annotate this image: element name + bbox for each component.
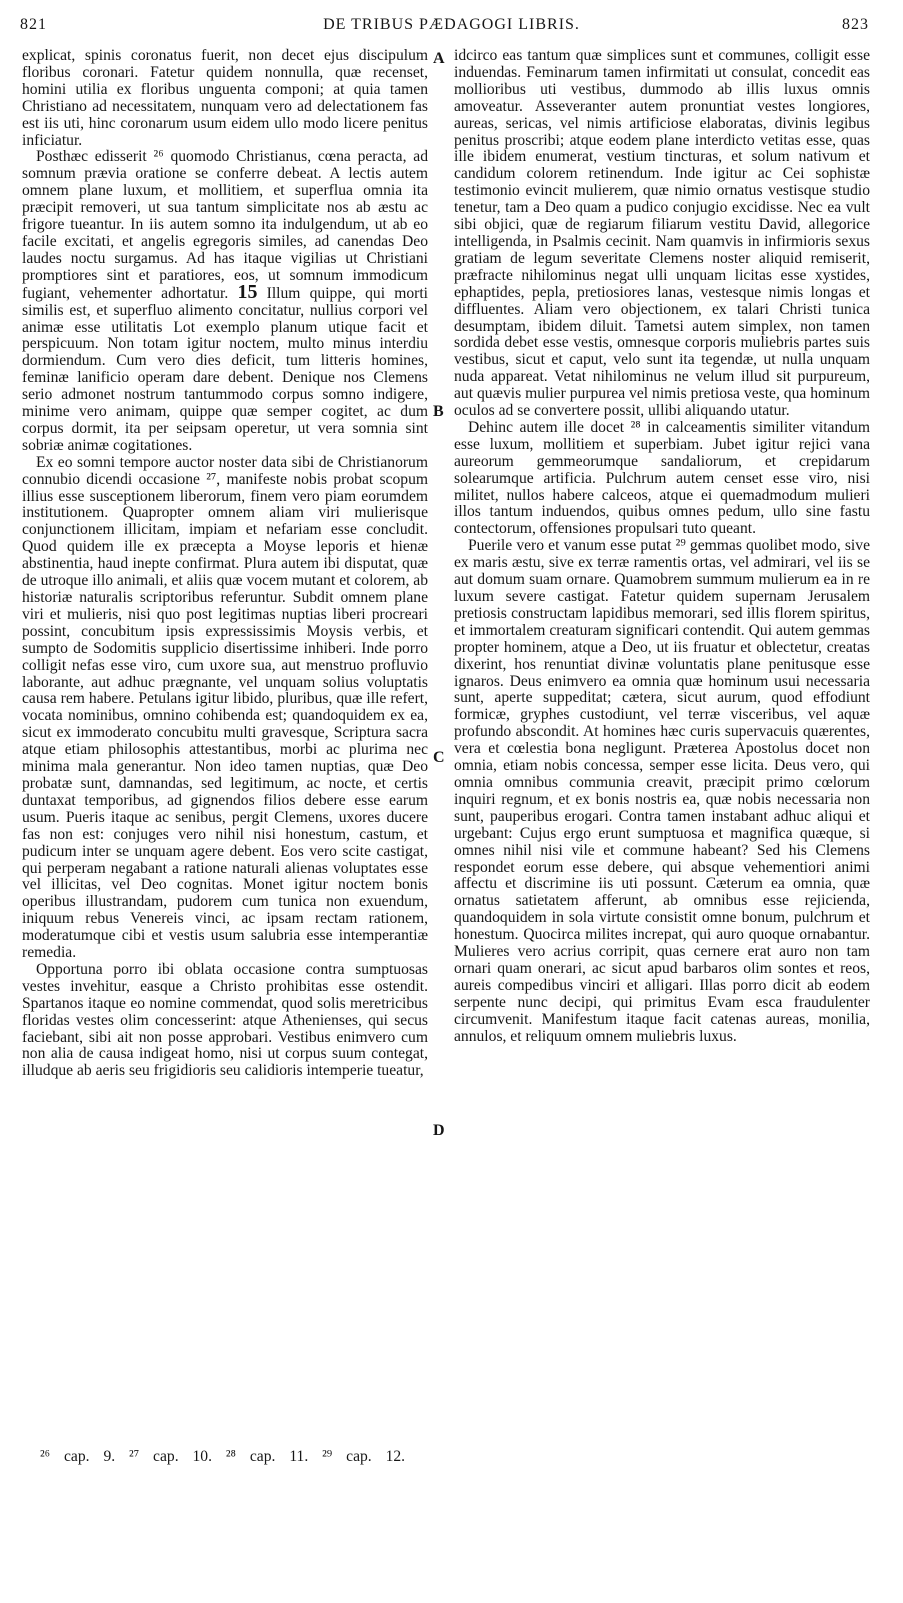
margin-letter-d: D <box>433 1122 445 1139</box>
section-number: 15 <box>237 280 258 303</box>
footnotes: ²⁶ cap. 9. ²⁷ cap. 10. ²⁸ cap. 11. ²⁹ cap. 12. <box>40 1448 406 1465</box>
margin-letter-c: C <box>433 749 445 766</box>
right-paragraph-3: Puerile vero et vanum esse putat ²⁹ gemmas quolibet modo, sive ex maris æstu, sive ex terræ ramentis ortas, vel admirari, vel iis se aut domum suam ornare. Quamobrem summum mulierum ea in re luxum severe castigat. Fatetur quidem supernam Jerusalem pretiosis constructam lapidibus memorari, sed illis florem spiritus, et immortalem creaturam significari contendit. Qui autem gemmas propter hominem, atque a Deo, ut iis fruatur et oblectetur, creatas dixerint, hos renuntiat divinæ voluntatis plane penitusque esse ignaros. Deus enimvero ea omnia quæ hominum usui necessaria sunt, aperte suppeditat; cætera, sicut aurum, quod effodiunt formicæ, gryphes custodiunt, vel terræ visceribus, vel aquæ profundo abscondit. At homines hæc curis supervacuis quærentes, vera et cœlestia bona negligunt. Præterea Apostolus docet non omnia, etiam nobis concessa, semper esse licita. Deus vero, qui omnia omnibus communia creavit, præcipit primo cœlorum inquiri regnum, et ex bonis nostris ea, quæ nobis necessaria non sunt, pauperibus erogari. Contra tamen instabant adhuc aliqui et urgebant: Cujus ergo erunt sumptuosa et magnifica quæque, si omnes nihil nisi vile et commune habeant? Sed his Clemens respondet eorum esse debere, qui absque vehementiori animi affectu et discrimine iis uti possunt. Cæterum ea omnia, quæ ornatus satietatem afferunt, ab omnibus esse rejicienda, quandoquidem in sola virtute consistit omne bonum, pulchrum et honestum. Quocirca milites increpat, qui auro quoque ornabantur. Mulieres vero acrius corripit, quas cernere erat auro non tam ornari quam onerari, ac sicut apud barbaros olim sontes et reos, aureis compedibus vinciri et alligari. Illas porro dicit ab eodem serpente nunc decipi, qui primitus Evam esca fraudulenter circumvenit. Manifestum itaque facit catenas aureas, monilia, annulos, et reliquum omnem muliebris luxus. <box>454 537 870 1045</box>
left-paragraph-3: Ex eo somni tempore auctor noster data sibi de Christianorum connubio dicendi occasione ²⁷, manifeste nobis probat scopum illius esse susceptionem liberorum, finem vero piam eorumdem institutionem. Quapropter omnem aliam viri mulierisque conjunctionem illicitam, impiam et nefariam esse concludit. Quod quidem ille ex præcepta a Moyse leporis et hienæ abstinentia, haud inepte confirmat. Plura autem ibi disputat, quæ de utroque illo animali, et aliis quæ vocem mutant et colorem, ab historiæ naturalis scriptoribus referuntur. Subdit omnem plane viri et mulieris, nisi quo post legitimas nuptias liberi procreari possint, concubitum ipsis expressissimis Moysis verbis, et sumpto de Sodomitis supplicio disertissime inhiberi. Inde porro colligit nefas esse viro, cum uxore sua, aut menstruo profluvio laborante, aut adhuc prægnante, vel unquam solius voluptatis causa rem habere. Petulans igitur libido, pluribus, quæ ille refert, vocata nominibus, omnino cohibenda est; quandoquidem ex ea, sicut ex immoderato concubitu multi gravesque, Scriptura sacra atque etiam philosophis attestantibus, morbi ac plurima nec minima mala generantur. Non ideo tamen nuptias, quæ Deo probatæ sunt, damnandas, sed legitimum, ac nocte, et certis duntaxat temporibus, ad gignendos filios debere esse earum usum. Pueris itaque ac senibus, pergit Clemens, uxores ducere fas non est: conjuges vero nihil nisi honestum, castum, et pudicum inter se unquam agere debent. Eos vero scite castigat, qui perperam negabant a ratione naturali alienas voluptates esse vel illicitas, vel Deo cognitas. Monet igitur noctem bonis operibus illustrandam, pudorem cum tunica non exuendum, iniquum rebus Venereis vinci, ac ipsam rectam rationem, moderatumque cibi et vestis usum salubria esse intemperantiæ remedia. <box>22 453 428 962</box>
margin-letter-a: A <box>433 50 445 67</box>
left-paragraph-2 <box>22 149 428 454</box>
left-paragraph-4: Opportuna porro ibi oblata occasione contra sumptuosas vestes invehitur, easque a Christo prohibitas esse ostendit. Spartanos itaque eo nomine commendat, quod solis meretricibus floridas vestes olim concesserint: atque Athenienses, qui secus faciebant, sibi ait non posse approbari. Vestibus enimvero cum non alia de causa indigeat homo, nisi ut corpus suum contegat, illudque ab aeris seu frigidioris seu calidioris intemperie tueatur, <box>22 960 428 1080</box>
margin-letter-b: B <box>433 403 444 420</box>
left-paragraph-2-part-b: Illum quippe, qui morti similis est, et superfluo alimento concitatur, nullius corpori vel animæ esse utilitatis Lot exemplo planum utique facit et perspicuum. Non totam igitur noctem, multo minus interdiu dormiendum. Cum vero dies deficit, tum litteris homines, feminæ lanificio operam dare debent. Denique nos Clemens serio admonet nostrum tantummodo corpus somno indigere, minime vero animam, quippe quæ semper cogitet, ac dum corpus dormit, ita per seipsam operetur, ut vera somnia sint sobriæ animæ cogitationes. <box>22 284 429 454</box>
right-paragraph-2: Dehinc autem ille docet ²⁸ in calceamentis similiter vitandum esse luxum, mollitiem et superbiam. Jubet igitur rejici vana aureorum gemmeorumque sandaliorum, et crepidarum solearumque artificia. Pulchrum autem censet esse viro, nisi militet, nullos habere calceos, atque ei quemadmodum mulieri illos tantum induendos, quibus omnes pedum, ullo sine fastu contectorum, offensiones propulsari tuto queant. <box>454 418 870 538</box>
left-column <box>22 48 428 1080</box>
running-title: DE TRIBUS PÆDAGOGI LIBRIS. <box>323 16 580 33</box>
left-paragraph-2-part-a: Posthæc edisserit ²⁶ quomodo Christianus, cœna peracta, ad somnum prævia oratione se conferre debeat. A lectis autem omnem plane luxum, et mollitiem, et superflua omnia ita præcipit removeri, ut sua tantum simplicitate nos ab æstu ac frigore tueantur. In iis autem somno ita indulgendum, ut ab eo facile excitati, et angelis egregoris similes, ad canendas Deo laudes noctu surgamus. Ad has itaque vigilias ut Christiani promptiores sint et paratiores, eos, ut somnum immodicum fugiant, vehementer adhortatur. <box>22 148 428 302</box>
left-paragraph-1: explicat, spinis coronatus fuerit, non decet ejus discipulum floribus coronari. Fatetur quidem nonnulla, quæ recenset, homini utilia ex floribus unguenta componi; at quia tamen Christiano ad necessitatem, nunquam vero ad delectationem fas est iis uti, hinc coronarum usum eidem ullo modo licere penitus inficiatur. <box>22 47 428 149</box>
right-column <box>454 48 870 1045</box>
page-number-left: 821 <box>20 16 47 33</box>
page-number-right: 823 <box>842 16 869 33</box>
right-paragraph-1: idcirco eas tantum quæ simplices sunt et communes, colligit esse induendas. Feminarum tamen infirmitati ut consulat, concedit eas mollioribus uti vestibus, dummodo ab illis luxus omnis amoveatur. Asseveranter autem pronuntiat vestes longiores, aureas, sericas, vel nimis artificiose elaboratas, divinis legibus penitus proscribi; atque eodem plane interdicto vetitas esse, quas ille ibidem enumerat, vestium tincturas, et solum nativum et candidum colorem retinendum. Inde igitur ac Cei sophistæ testimonio evincit mulierem, quæ nimio ornatus vestisque studio tenetur, tam a Deo quam a pudico conjugio excidisse. Nec ea vult sibi objici, quæ de regiarum filiarum vestitu David, allegorice intelligenda, in Psalmis cecinit. Nam quamvis in infirmioris sexus gratiam de legum severitate Clemens noster aliquid remiserit, præfracte nihilominus negat ulli unquam licitas esse xystides, ephaptides, pepla, pretiosiores lanas, vestesque nimis longas et diffluentes. Aliam vero objectionem, ex talari Christi tunica desumptam, ibidem diluit. Tametsi autem simplex, non tamen sordida debet esse vestis, omnesque corporis muliebris partes suis vestibus, sicut et caput, velo sunt ita tegendæ, ut nulla unquam nuda appareat. Vetat nihilominus ne velum illud sit purpureum, aut quævis mulier purpurea vel nimis pretiosa veste, qua hominum oculos ad se convertere possit, ullibi aliquando utatur. <box>454 47 870 420</box>
